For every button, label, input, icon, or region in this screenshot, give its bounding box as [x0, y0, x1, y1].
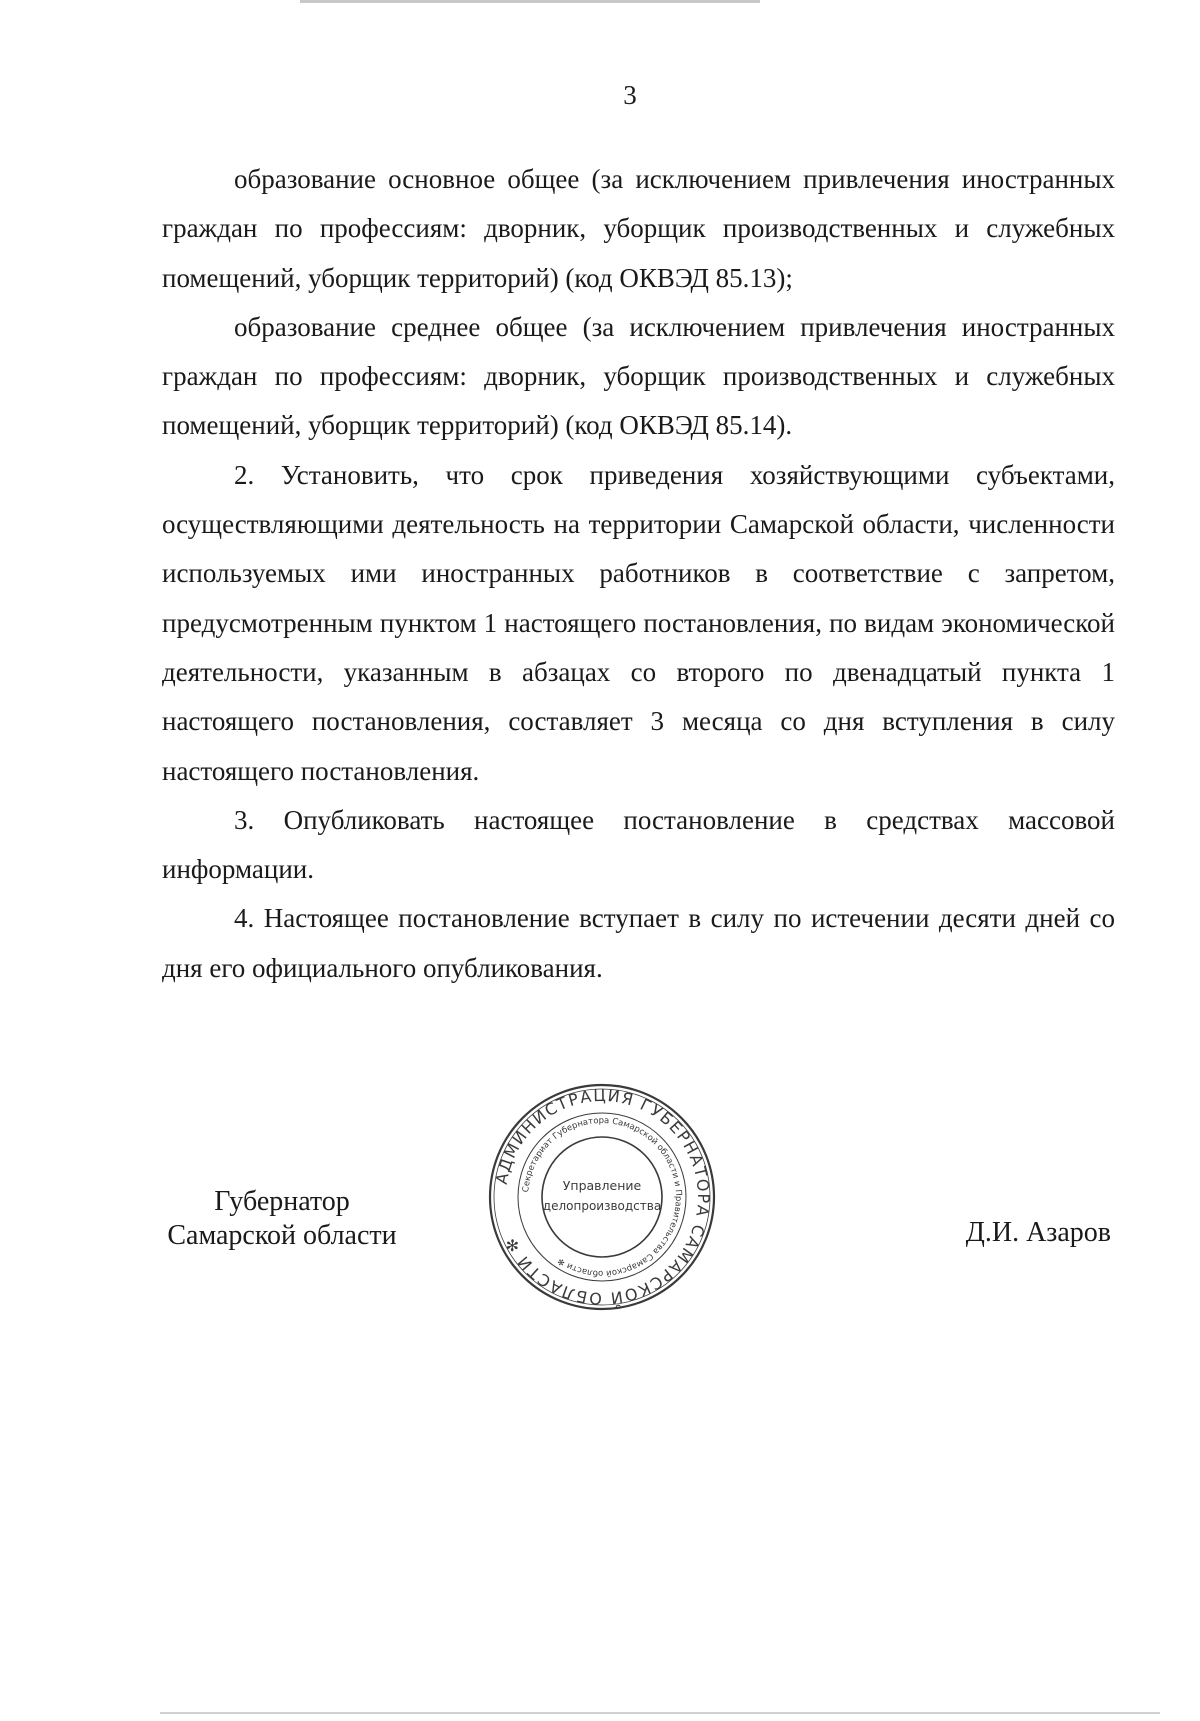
official-seal — [487, 1082, 717, 1312]
seal-middle-border — [518, 1113, 686, 1281]
signatory-title-line2: Самарской области — [167, 1220, 397, 1251]
seal-outer-text: АДМИНИСТРАЦИЯ ГУБЕРНАТОРА САМАРСКОЙ ОБЛАСТИ ✻ — [491, 1085, 714, 1309]
scan-artifact-top — [300, 0, 760, 3]
signatory-name: Д.И. Азаров — [965, 1217, 1111, 1248]
seal-inner-text: Секретариат Губернатора Самарской области и Правительства Самарской области ✻ — [521, 1115, 684, 1279]
scan-artifact-bottom — [160, 1712, 1160, 1714]
signatory-title — [162, 1185, 402, 1253]
seal-center-line2: делопроизводства — [542, 1199, 662, 1213]
seal-inner-border — [542, 1137, 662, 1257]
paragraph-education-secondary: образование среднее общее (за исключением привлечения иностранных граждан по профессиям: дворник, уборщик производственных и служебных помещений, уборщик территорий) (код ОКВЭД 85.14). — [162, 311, 1115, 441]
page-number: 3 — [623, 80, 637, 110]
document-body — [162, 155, 1115, 993]
paragraph-item-2: 2. Установить, что срок приведения хозяйствующими субъектами, осуществляющими деятельность на территории Самарской области, численности используемых ими иностранных работников в соответствие с запретом, предусмотренным пунктом 1 настоящего постановления, по видам экономической деятельности, указанным в абзацах со второго по двенадцатый пункта 1 настоящего постановления, составляет 3 месяца со дня вступления в силу настоящего постановления. — [162, 459, 1115, 786]
signatory-title-line1: Губернатор — [214, 1186, 350, 1217]
seal-center-line1: Управление — [562, 1178, 642, 1193]
paragraph-item-3: 3. Опубликовать настоящее постановление в средствах массовой информации. — [162, 804, 1115, 885]
paragraph-education-basic: образование основное общее (за исключением привлечения иностранных граждан по профессиям: дворник, уборщик производственных и служебных помещений, уборщик территорий) (код ОКВЭД 85.13); — [162, 164, 1115, 293]
paragraph-item-4: 4. Настоящее постановление вступает в силу по истечении десяти дней со дня его официального опубликования. — [162, 903, 1115, 983]
